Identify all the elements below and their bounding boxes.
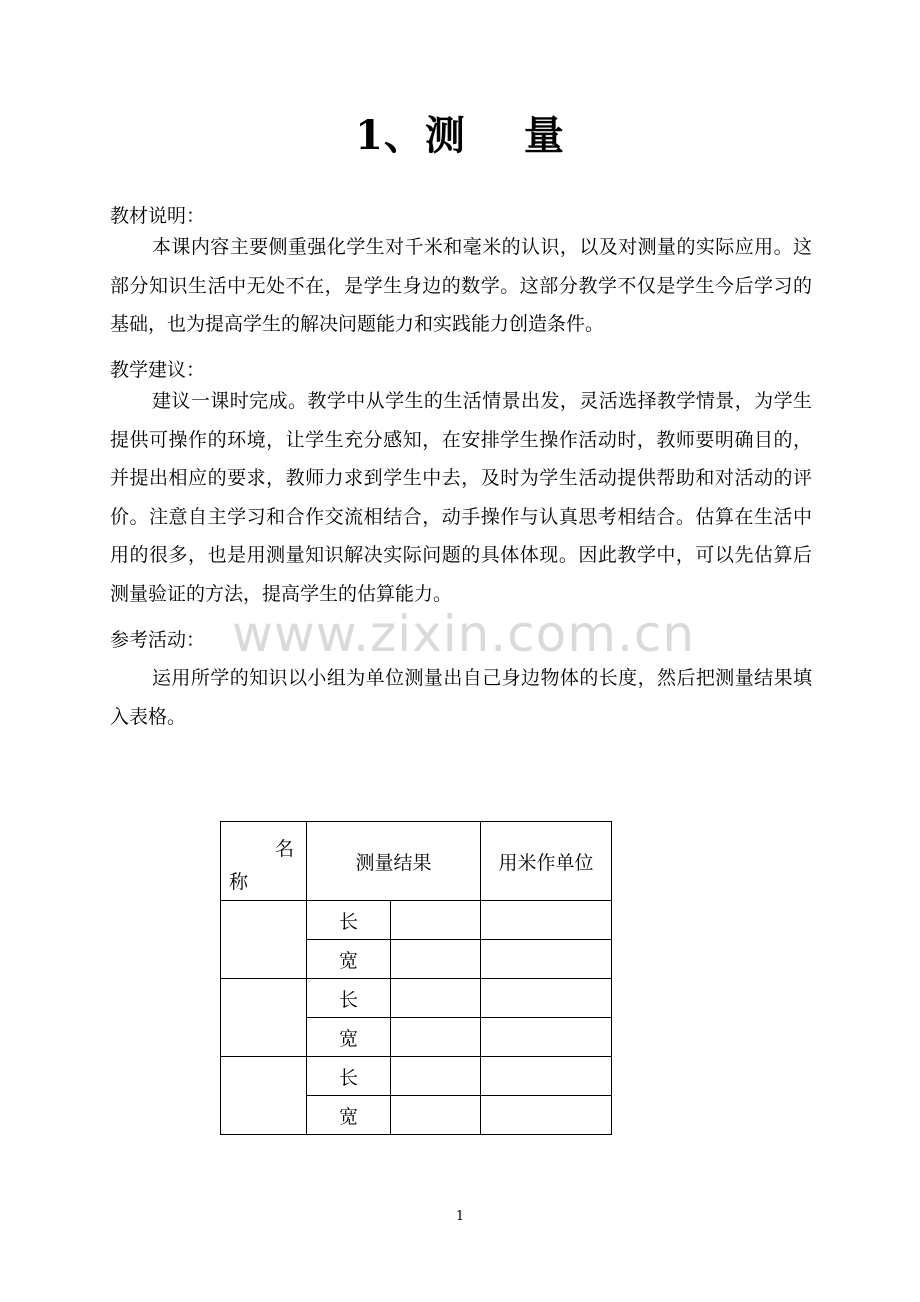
- value-cell[interactable]: [391, 1018, 481, 1057]
- page-title: [0, 104, 920, 161]
- header-result-cell: 测量结果: [307, 822, 481, 901]
- meter-cell[interactable]: [481, 901, 612, 940]
- table-row: [221, 1057, 612, 1096]
- value-cell[interactable]: [391, 940, 481, 979]
- title-char-2: 量: [523, 112, 565, 159]
- meter-cell[interactable]: [481, 1018, 612, 1057]
- meter-cell[interactable]: [481, 940, 612, 979]
- row-label-width: 宽: [307, 940, 391, 979]
- object-name-cell[interactable]: [221, 901, 307, 979]
- row-label-width: 宽: [307, 1096, 391, 1135]
- header-name-cell: [221, 822, 307, 901]
- table-row: [221, 901, 612, 940]
- value-cell[interactable]: [391, 1096, 481, 1135]
- table-header-row: [221, 822, 612, 901]
- measurement-table: [220, 821, 612, 1135]
- section-heading-suggestions: 教学建议：: [110, 359, 206, 381]
- section-heading-materials: 教材说明：: [110, 205, 206, 227]
- value-cell[interactable]: [391, 979, 481, 1018]
- watermark: www.zixin.com.cn: [232, 605, 696, 663]
- value-cell[interactable]: [391, 1057, 481, 1096]
- row-label-length: 长: [307, 1057, 391, 1096]
- section-paragraph-activity: 运用所学的知识以小组为单位测量出自己身边物体的长度，然后把测量结果填入表格。: [110, 667, 812, 728]
- meter-cell[interactable]: [481, 1057, 612, 1096]
- table-row: [221, 979, 612, 1018]
- row-label-length: 长: [307, 901, 391, 940]
- title-char-1: 测: [424, 112, 466, 159]
- title-number: 1、: [355, 112, 425, 159]
- row-label-width: 宽: [307, 1018, 391, 1057]
- header-name-bottom: 称: [229, 871, 249, 893]
- object-name-cell[interactable]: [221, 1057, 307, 1135]
- section-heading-activity: 参考活动：: [110, 629, 206, 651]
- row-label-length: 长: [307, 979, 391, 1018]
- meter-cell[interactable]: [481, 1096, 612, 1135]
- meter-cell[interactable]: [481, 979, 612, 1018]
- header-name-top: 名: [274, 838, 294, 860]
- section-paragraph-suggestions: 建议一课时完成。教学中从学生的生活情景出发，灵活选择教学情景，为学生提供可操作的环境，让学生充分感知，在安排学生操作活动时，教师要明确目的，并提出相应的要求，教师力求到学生中去，及时为学生活动提供帮助和对活动的评价。注意自主学习和合作交流相结合，动手操作与认真思考相结合。估算在生活中用的很多，也是用测量知识解决实际问题的具体体现。因此教学中，可以先估算后测量验证的方法，提高学生的估算能力。: [110, 390, 812, 605]
- page-number: 1: [455, 1209, 465, 1224]
- section-paragraph-materials: 本课内容主要侧重强化学生对千米和毫米的认识，以及对测量的实际应用。这部分知识生活中无处不在，是学生身边的数学。这部分教学不仅是学生今后学习的基础，也为提高学生的解决问题能力和实践能力创造条件。: [110, 236, 812, 335]
- value-cell[interactable]: [391, 901, 481, 940]
- object-name-cell[interactable]: [221, 979, 307, 1057]
- header-unit-cell: 用米作单位: [481, 822, 612, 901]
